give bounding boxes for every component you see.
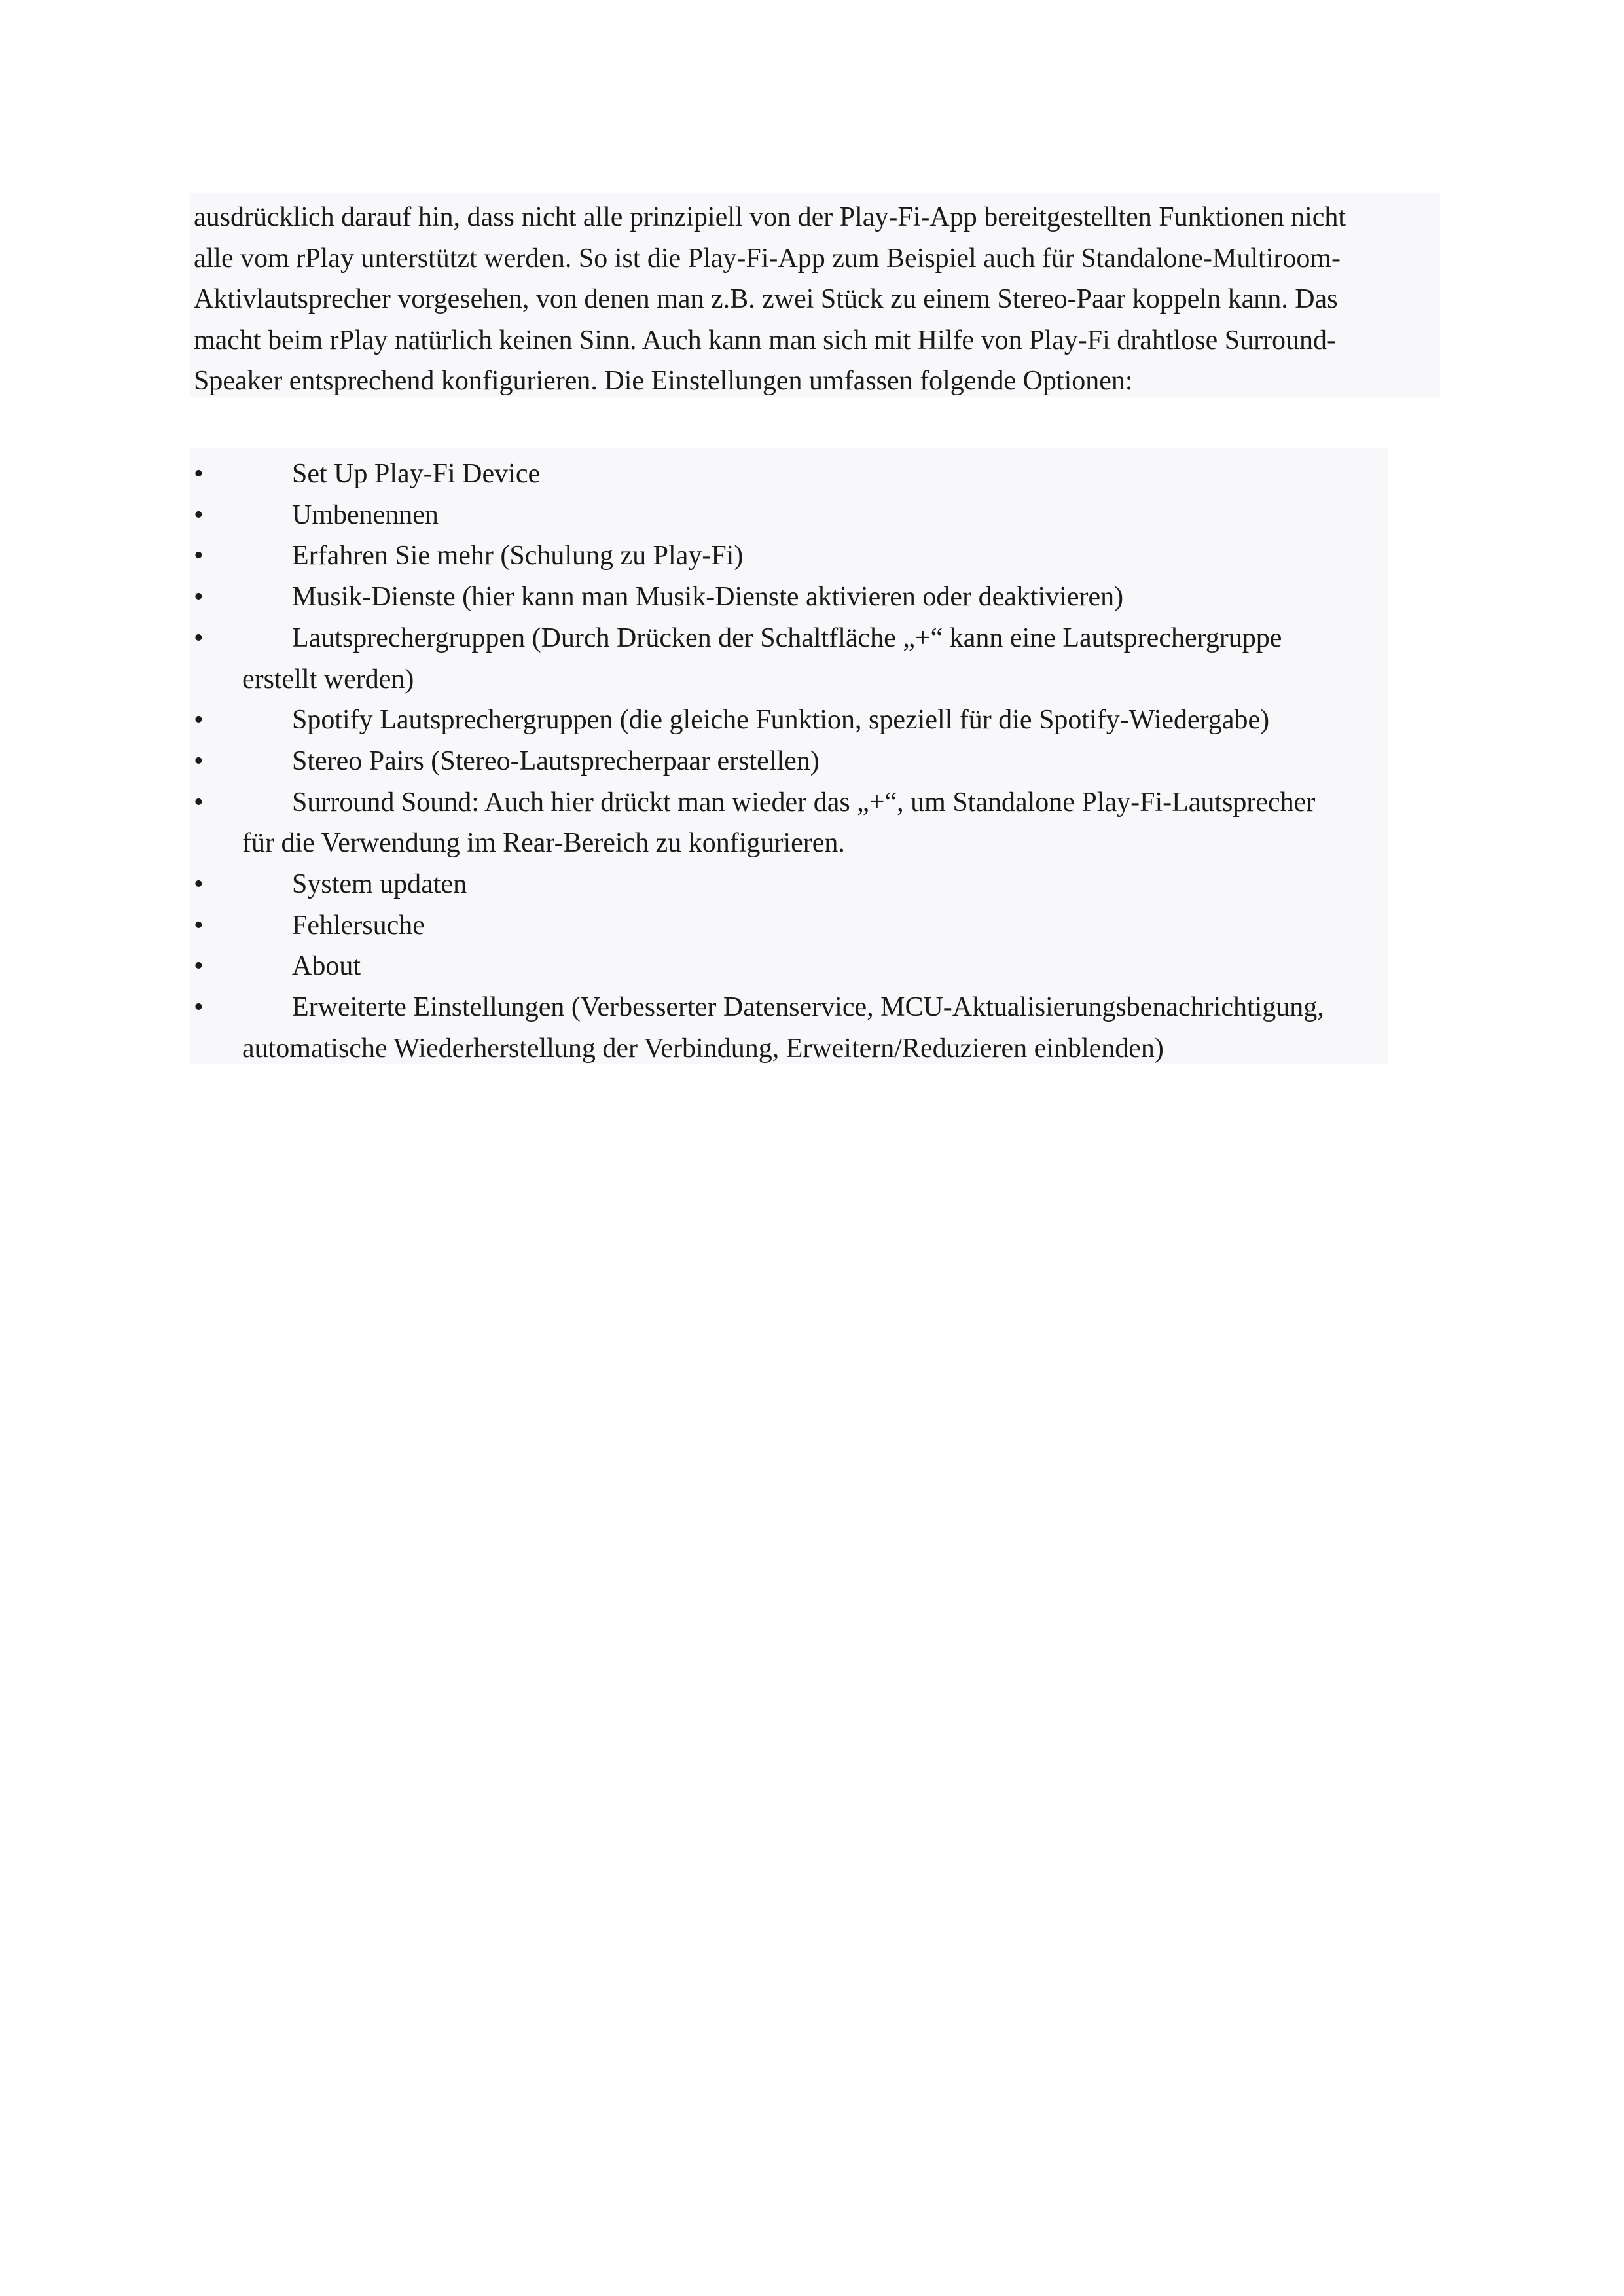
list-item-text: System updaten [292,869,467,900]
list-item-text: Musik-Dienste (hier kann man Musik-Dienste aktivieren oder deaktivieren) [292,582,1124,613]
bullet-icon: • [194,459,204,489]
intro-line: Speaker entsprechend konfigurieren. Die Einstellungen umfassen folgende Optionen: [194,366,1133,396]
intro-line: macht beim rPlay natürlich keinen Sinn. Auch kann man sich mit Hilfe von Play-Fi drahtlose Surround- [194,325,1337,355]
list-item [190,700,1388,741]
list-item [190,535,1388,577]
intro-line: ausdrücklich darauf hin, dass nicht alle prinzipiell von der Play-Fi-App bereitgestellten Funktionen nicht [194,202,1346,232]
bullet-icon: • [194,951,204,982]
list-item [190,495,1388,536]
list-item-text-continued: für die Verwendung im Rear-Bereich zu konfigurieren. [242,828,845,859]
bullet-icon: • [194,992,204,1023]
bullet-icon: • [194,869,204,900]
list-item-text: Erweiterte Einstellungen (Verbesserter Datenservice, MCU-Aktualisierungsbenachrichtigung, [292,992,1324,1023]
list-item [190,741,1388,782]
list-item-text-continued: erstellt werden) [242,664,414,694]
list-item [190,864,1388,905]
bullet-icon: • [194,787,204,817]
list-item [190,454,1388,495]
bullet-icon: • [194,910,204,941]
list-item [190,987,1388,1069]
list-item [190,782,1388,864]
settings-options-list [190,448,1388,1064]
bullet-icon: • [194,499,204,530]
list-item-text-continued: automatische Wiederherstellung der Verbindung, Erweitern/Reduzieren einblenden) [242,1033,1164,1064]
list-item-text: Spotify Lautsprechergruppen (die gleiche Funktion, speziell für die Spotify-Wiedergabe) [292,705,1270,736]
bullet-icon: • [194,705,204,736]
list-item-text: Lautsprechergruppen (Durch Drücken der Schaltfläche „+“ kann eine Lautsprechergruppe [292,622,1282,653]
list-item [190,618,1388,700]
list-item-text: Set Up Play-Fi Device [292,459,541,489]
list-item-text: Surround Sound: Auch hier drückt man wieder das „+“, um Standalone Play-Fi-Lautsprecher [292,787,1316,817]
list-item-text: Umbenennen [292,499,439,530]
list-item-text: Stereo Pairs (Stereo-Lautsprecherpaar erstellen) [292,745,820,776]
list-item-text: Erfahren Sie mehr (Schulung zu Play-Fi) [292,541,744,571]
list-item-text: About [292,951,361,982]
list-item [190,905,1388,946]
bullet-icon: • [194,582,204,613]
list-item [190,577,1388,618]
intro-paragraph [190,193,1440,397]
list-item-text: Fehlersuche [292,910,425,941]
bullet-icon: • [194,622,204,653]
list-item [190,946,1388,987]
bullet-icon: • [194,745,204,776]
intro-line: Aktivlautsprecher vorgesehen, von denen man z.B. zwei Stück zu einem Stereo-Paar koppeln kann. Das [194,284,1338,314]
bullet-icon: • [194,541,204,571]
intro-line: alle vom rPlay unterstützt werden. So ist die Play-Fi-App zum Beispiel auch für Standalone-Multiroom- [194,243,1341,274]
